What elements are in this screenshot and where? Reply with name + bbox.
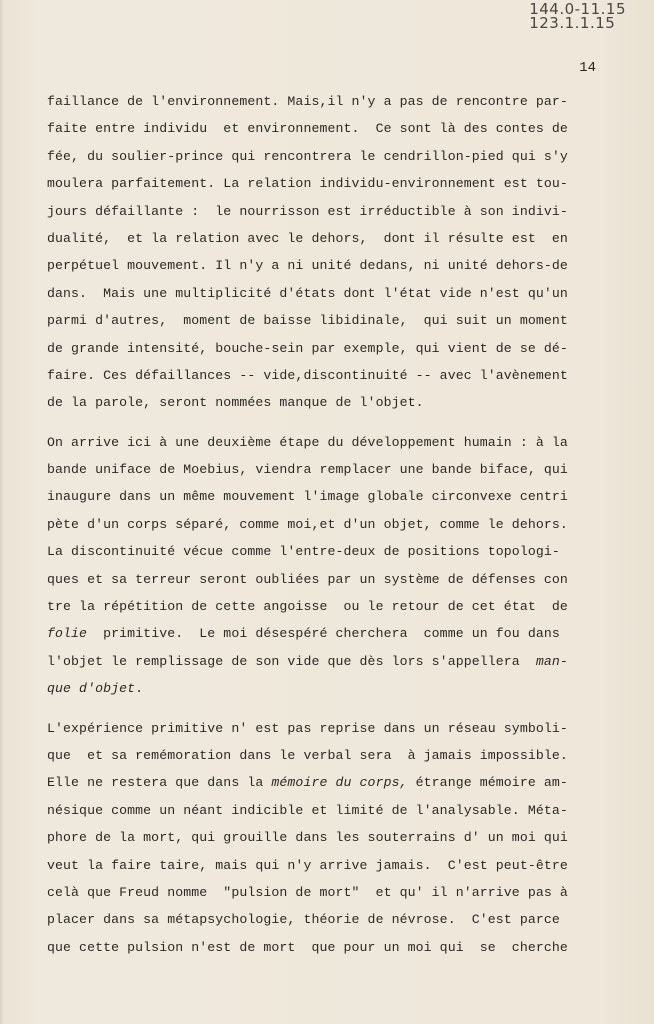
text-segment: celà que Freud nomme "pulsion de mort" et qu' il n'arrive pas à	[47, 884, 568, 900]
text-segment: placer dans sa métapsychologie, théorie de névrose. C'est parce	[47, 912, 560, 928]
text-segment: faillance de l'environnement. Mais,il n'y a pas de rencontre par-	[47, 94, 568, 109]
text-segment: phore de la mort, qui grouille dans les souterrains d' un moi qui	[47, 830, 568, 846]
text-segment: de la parole, seront nommées manque de l'objet.	[47, 395, 424, 411]
text-segment: bande uniface de Moebius, viendra remplacer une bande biface, qui	[47, 462, 568, 478]
paragraph	[47, 715, 607, 962]
text-segment: On arrive ici à une deuxième étape du développement humain : à la	[47, 434, 568, 450]
text-line	[47, 648, 607, 675]
text-segment: perpétuel mouvement. Il n'y a ni unité dedans, ni unité dehors-de	[47, 258, 568, 274]
text-line	[47, 115, 607, 142]
text-segment: veut la faire taire, mais qui n'y arrive jamais. C'est peut-être	[47, 857, 568, 873]
text-segment: nésique comme un néant indicible et limité de l'analysable. Méta-	[47, 802, 568, 818]
text-line	[47, 362, 607, 389]
text-segment: moulera parfaitement. La relation individu-environnement est tou-	[47, 176, 568, 192]
text-line	[47, 143, 607, 170]
text-line	[47, 538, 607, 565]
text-line	[47, 769, 607, 796]
text-line	[47, 797, 607, 824]
text-line	[47, 852, 607, 879]
text-line	[47, 225, 607, 252]
text-line	[47, 511, 607, 538]
page-number: 14	[579, 60, 596, 76]
italic-text: man-	[535, 653, 568, 669]
body-text	[47, 88, 607, 961]
italic-text: que d'objet	[47, 681, 136, 697]
paragraph	[47, 429, 607, 703]
text-line	[47, 675, 607, 702]
text-line	[47, 307, 607, 334]
text-line	[47, 934, 607, 961]
text-segment: .	[135, 681, 144, 697]
text-line	[47, 715, 607, 742]
text-line	[47, 742, 607, 769]
text-segment: faire. Ces défaillances -- vide,discontinuité -- avec l'avènement	[47, 367, 568, 383]
text-line	[47, 620, 607, 647]
text-line	[47, 456, 607, 483]
text-line	[47, 88, 607, 115]
text-segment: L'expérience primitive n' est pas reprise dans un réseau symboli-	[47, 720, 568, 736]
text-line	[47, 389, 607, 416]
text-segment: que cette pulsion n'est de mort que pour un moi qui se cherche	[47, 939, 568, 955]
paragraph-gap	[47, 703, 607, 715]
text-line	[47, 280, 607, 307]
text-line	[47, 824, 607, 851]
text-segment: dans. Mais une multiplicité d'états dont l'état vide n'est qu'un	[47, 285, 568, 301]
text-line	[47, 252, 607, 279]
italic-text: folie	[47, 626, 88, 642]
text-line	[47, 566, 607, 593]
text-segment: La discontinuité vécue comme l'entre-deux de positions topologi-	[47, 544, 560, 560]
text-line	[47, 879, 607, 906]
text-line	[47, 593, 607, 620]
text-segment: de grande intensité, bouche-sein par exemple, qui vient de se dé-	[47, 340, 568, 356]
paragraph	[47, 88, 607, 417]
text-segment: ques et sa terreur seront oubliées par un système de défenses con	[47, 571, 568, 587]
text-segment: faite entre individu et environnement. Ce sont là des contes de	[47, 121, 568, 137]
text-segment: primitive. Le moi désespéré cherchera comme un fou dans	[87, 626, 560, 642]
text-segment: pète d'un corps séparé, comme moi,et d'un objet, comme le dehors.	[47, 516, 568, 532]
paragraph-gap	[47, 417, 607, 429]
text-segment: dualité, et la relation avec le dehors, dont il résulte est en	[47, 230, 568, 246]
text-segment: parmi d'autres, moment de baisse libidinale, qui suit un moment	[47, 313, 568, 329]
text-line	[47, 483, 607, 510]
text-line	[47, 429, 607, 456]
archive-reference	[529, 2, 626, 30]
text-line	[47, 198, 607, 225]
text-segment: que et sa remémoration dans le verbal sera à jamais impossible.	[47, 747, 568, 763]
text-segment: fée, du soulier-prince qui rencontrera le cendrillon-pied qui s'y	[47, 148, 568, 164]
text-segment: tre la répétition de cette angoisse ou le retour de cet état de	[47, 599, 568, 615]
text-line	[47, 335, 607, 362]
text-segment: jours défaillante : le nourrisson est irréductible à son indivi-	[47, 203, 568, 219]
text-segment: étrange mémoire am-	[407, 775, 568, 791]
archive-code-line-2: 123.1.1.15	[529, 14, 616, 32]
text-segment: Elle ne restera que dans la	[47, 775, 272, 791]
text-segment: inaugure dans un même mouvement l'image globale circonvexe centri	[47, 489, 568, 505]
text-line	[47, 906, 607, 933]
italic-text: mémoire du corps,	[271, 775, 408, 791]
archive-code-line-1: 144.0-11.15	[529, 0, 626, 18]
text-segment: l'objet le remplissage de son vide que dès lors s'appellera	[47, 653, 536, 669]
text-line	[47, 170, 607, 197]
